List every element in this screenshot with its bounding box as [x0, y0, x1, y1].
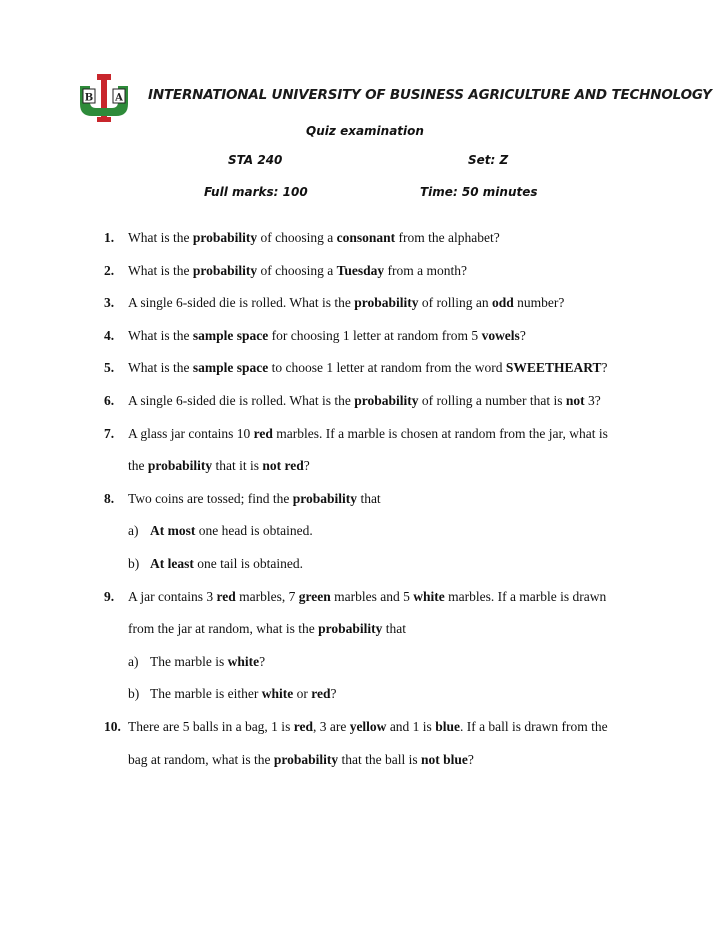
question-text: 3?	[584, 393, 601, 408]
bold-term: yellow	[349, 719, 387, 734]
question-text: What is the	[128, 230, 193, 245]
question-7-continuation	[104, 458, 310, 474]
sub-question-label: a)	[128, 523, 139, 539]
question-text: ?	[601, 360, 608, 376]
question-text: one head is obtained.	[195, 523, 313, 539]
sub-question	[104, 686, 336, 702]
question-text: ?	[519, 327, 526, 343]
sub-question-label: b)	[128, 686, 140, 702]
question-text: marbles, 7	[235, 588, 299, 604]
sub-question-label: a)	[128, 653, 139, 669]
bold-term: probability	[354, 393, 419, 408]
bold-term: probability	[192, 262, 258, 278]
bold-term: white	[227, 653, 260, 669]
university-logo	[78, 72, 130, 124]
bold-term: At most	[150, 523, 196, 539]
bold-term: At least	[150, 556, 194, 571]
question-number: 9.	[104, 588, 115, 604]
question-text: What is the	[128, 262, 193, 278]
bold-term: Tuesday	[336, 262, 385, 278]
question-2	[104, 263, 467, 279]
question-number: 1.	[104, 230, 115, 245]
sub-question	[104, 556, 303, 572]
question-text: What is the	[128, 327, 193, 343]
question-text: the	[128, 458, 148, 474]
question-text: The marble is	[150, 653, 228, 669]
quiz-title: Quiz examination	[306, 124, 424, 138]
bold-term: not	[565, 393, 585, 408]
bold-term: probability	[354, 295, 419, 311]
question-text: A single 6-sided die is rolled. What is the	[128, 393, 355, 408]
question-text: A single 6-sided die is rolled. What is the	[128, 295, 355, 311]
bold-term: vowels	[481, 327, 520, 343]
question-text: from the alphabet?	[395, 230, 500, 245]
question-text: one tail is obtained.	[193, 556, 303, 571]
sub-question	[104, 523, 313, 539]
question-text: that the ball is	[338, 751, 421, 767]
question-number: 10.	[104, 719, 121, 734]
bold-term: probability	[318, 621, 383, 637]
question-4	[104, 328, 526, 344]
bold-term: red	[216, 588, 236, 604]
question-text: from a month?	[384, 262, 468, 278]
question-3	[104, 295, 564, 311]
bold-term: red	[293, 719, 313, 734]
question-number: 7.	[104, 425, 115, 441]
question-text: that	[357, 490, 381, 506]
bold-term: white	[413, 588, 445, 604]
bold-term: odd	[492, 295, 514, 311]
question-number: 3.	[104, 295, 115, 311]
bold-term: sample space	[192, 327, 269, 343]
question-5	[104, 360, 607, 376]
question-text: of choosing a	[257, 230, 337, 245]
question-6	[104, 393, 601, 409]
bold-term: blue	[435, 719, 460, 734]
bold-term: probability	[192, 230, 258, 245]
question-text: marbles. If a marble is chosen at random from the jar, what is	[272, 425, 608, 441]
university-name: INTERNATIONAL UNIVERSITY OF BUSINESS AGRICULTURE AND TECHNOLOGY	[148, 87, 712, 103]
question-10	[104, 719, 608, 735]
time-limit: Time: 50 minutes	[420, 185, 538, 199]
question-text: ?	[259, 653, 266, 669]
question-text: marbles. If a marble is drawn	[444, 588, 607, 604]
question-text: What is the	[128, 360, 193, 376]
question-text: from the jar at random, what is the	[128, 621, 319, 637]
question-text: of rolling a number that is	[418, 393, 566, 408]
question-text: number?	[513, 295, 565, 311]
question-text: , 3 are	[312, 719, 350, 734]
course-code: STA 240	[228, 153, 283, 167]
sub-question	[104, 654, 265, 670]
question-1	[104, 230, 500, 246]
question-text: There are 5 balls in a bag, 1 is	[128, 719, 294, 734]
bold-term: not blue	[420, 751, 468, 767]
question-text: . If a ball is drawn from the	[459, 719, 608, 734]
question-9-continuation	[104, 621, 406, 637]
sub-question-label: b)	[128, 556, 140, 571]
question-text: that	[382, 621, 406, 637]
bold-term: green	[298, 588, 331, 604]
question-text: of choosing a	[257, 262, 337, 278]
question-9	[104, 589, 606, 605]
question-text: bag at random, what is the	[128, 751, 274, 767]
question-text: and 1 is	[386, 719, 436, 734]
bold-term: SWEETHEART	[505, 360, 602, 376]
bold-term: white	[261, 686, 294, 702]
question-number: 4.	[104, 327, 115, 343]
question-number: 6.	[104, 393, 115, 408]
logo-letter-b: B	[84, 92, 94, 104]
question-text: Two coins are tossed; find the	[128, 490, 293, 506]
set-label: Set: Z	[468, 153, 509, 167]
question-text: ?	[467, 751, 474, 767]
bold-term: red	[311, 686, 331, 702]
question-text: that it is	[212, 458, 263, 474]
question-text: to choose 1 letter at random from the word	[268, 360, 506, 376]
bold-term: probability	[292, 490, 358, 506]
bold-term: red	[253, 425, 273, 441]
question-number: 8.	[104, 490, 115, 506]
question-text: of rolling an	[418, 295, 492, 311]
bold-term: probability	[273, 751, 339, 767]
bold-term: consonant	[336, 230, 396, 245]
full-marks: Full marks: 100	[204, 185, 308, 199]
question-number: 2.	[104, 262, 115, 278]
question-text: marbles and 5	[330, 588, 414, 604]
question-text: ?	[330, 686, 337, 702]
question-text: ?	[303, 458, 310, 474]
logo-letter-a: A	[115, 92, 123, 104]
question-text: A glass jar contains 10	[128, 425, 254, 441]
question-number: 5.	[104, 360, 115, 376]
question-8	[104, 491, 381, 507]
bold-term: sample space	[192, 360, 269, 376]
question-10-continuation	[104, 752, 474, 768]
question-7	[104, 426, 608, 442]
bold-term: not red	[262, 458, 304, 474]
question-text: or	[293, 686, 312, 702]
question-text: for choosing 1 letter at random from 5	[268, 327, 482, 343]
bold-term: probability	[147, 458, 213, 474]
question-text: The marble is either	[150, 686, 262, 702]
question-text: A jar contains 3	[128, 588, 217, 604]
